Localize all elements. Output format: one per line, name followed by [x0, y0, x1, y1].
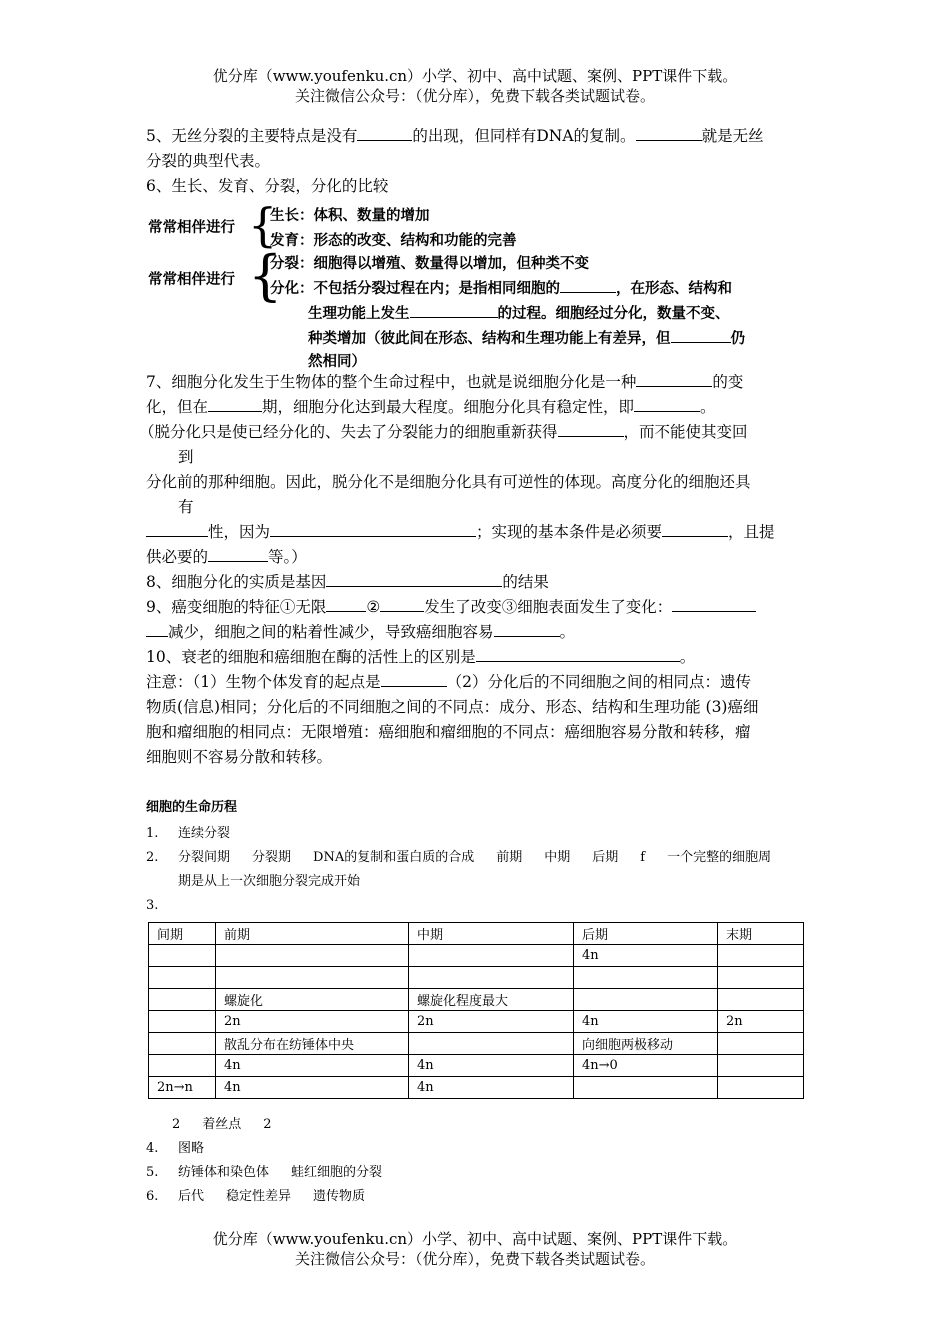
- table-cell: [149, 945, 216, 967]
- footer-line-1: 优分库（www.youfenku.cn）小学、初中、高中试题、案例、PPT课件下载。: [212, 1230, 738, 1248]
- table-cell: 4n: [574, 1011, 718, 1033]
- q7-line-3: （脱分化只是使已经分化的、失去了分裂能力的细胞重新获得 ，而不能使其变回: [139, 423, 748, 441]
- table-row: [149, 945, 804, 967]
- table-row: [149, 1055, 804, 1077]
- after-table-line: 2 着丝点 2: [172, 1117, 272, 1132]
- table-header: 后期: [574, 923, 718, 945]
- blank[interactable]: [662, 521, 728, 537]
- table-cell: 4n: [216, 1077, 409, 1099]
- blank[interactable]: [357, 125, 412, 141]
- blank[interactable]: [476, 646, 680, 662]
- table-cell: 向细胞两极移动: [574, 1033, 718, 1055]
- answer-1: 1. 连续分裂: [146, 826, 231, 841]
- table-cell: [718, 1077, 804, 1099]
- blank[interactable]: [208, 546, 268, 562]
- blank[interactable]: [146, 621, 168, 637]
- differentiation-line-2: 生理功能上发生 的过程。细胞经过分化，数量不变、: [308, 302, 730, 323]
- q5-line-1: 5、无丝分裂的主要特点是没有 的出现，但同样有DNA的复制。 就是无丝: [146, 127, 764, 145]
- q6-title: 6、生长、发育、分裂，分化的比较: [146, 177, 389, 195]
- table-cell: [574, 989, 718, 1011]
- answer-section: [146, 796, 806, 1209]
- table-cell: [149, 1011, 216, 1033]
- note-line-3: 胞和瘤细胞的相同点：无限增殖：癌细胞和瘤细胞的不同点：癌细胞容易分散和转移，瘤: [146, 723, 751, 741]
- table-cell: 散乱分布在纺锤体中央: [216, 1033, 409, 1055]
- blank[interactable]: [380, 596, 424, 612]
- differentiation-line-1: 分化：不包括分裂过程在内；是指相同细胞的 ，在形态、结构和: [270, 277, 732, 298]
- group2-label: 常常相伴进行: [148, 272, 235, 288]
- table-cell: [409, 1033, 574, 1055]
- table-cell: 4n: [574, 945, 718, 967]
- header-line-2: 关注微信公众号：（优分库），免费下载各类试题试卷。: [294, 87, 655, 105]
- q10-line: 10、衰老的细胞和癌细胞在酶的活性上的区别是 。: [146, 648, 696, 666]
- table-row: [149, 967, 804, 989]
- table-cell: 2n: [409, 1011, 574, 1033]
- table-cell: [718, 967, 804, 989]
- q7-line-4: 到: [178, 448, 194, 466]
- blank[interactable]: [672, 596, 756, 612]
- table-row: [149, 989, 804, 1011]
- footer-line-2: 关注微信公众号：（优分库），免费下载各类试题试卷。: [294, 1250, 655, 1268]
- answer-title: 细胞的生命历程: [146, 800, 238, 815]
- table-cell: [574, 1077, 718, 1099]
- differentiation-line-4: 然相同）: [308, 354, 366, 370]
- note-line-1: 注意：（1）生物个体发育的起点是 （2）分化后的不同细胞之间的相同点：遗传: [146, 673, 751, 691]
- q8-line: 8、细胞分化的实质是基因 的结果: [146, 573, 549, 591]
- answer-4: 4. 图略: [146, 1141, 205, 1156]
- table-cell: [149, 967, 216, 989]
- answer-2: 2. 分裂间期 分裂期 DNA的复制和蛋白质的合成 前期 中期 后期 f 一个完整的细胞周: [146, 850, 772, 865]
- table-cell: [216, 945, 409, 967]
- table-cell: 2n: [216, 1011, 409, 1033]
- table-cell: 2n: [718, 1011, 804, 1033]
- differentiation-line-3: 种类增加（彼此间在形态、结构和生理功能上有差异，但 仍: [308, 327, 745, 348]
- table-cell: [149, 1033, 216, 1055]
- blank[interactable]: [636, 371, 712, 387]
- q7-line-5: 分化前的那种细胞。因此，脱分化不是细胞分化具有可逆性的体现。高度分化的细胞还具: [146, 473, 751, 491]
- blank[interactable]: [146, 521, 208, 537]
- table-cell: [718, 989, 804, 1011]
- table-cell: [216, 967, 409, 989]
- answer-5: 5. 纺锤体和染色体 蛙红细胞的分裂: [146, 1165, 383, 1180]
- development-text: 发育：形态的改变、结构和功能的完善: [270, 233, 517, 249]
- table-cell: [149, 989, 216, 1011]
- blank[interactable]: [326, 596, 366, 612]
- header-line-1: 优分库（www.youfenku.cn）小学、初中、高中试题、案例、PPT课件下载。: [212, 67, 738, 85]
- q5-line-2: 分裂的典型代表。: [146, 152, 271, 170]
- table-header: 末期: [718, 923, 804, 945]
- group1-label: 常常相伴进行: [148, 220, 235, 236]
- table-header: 前期: [216, 923, 409, 945]
- blank[interactable]: [270, 521, 476, 537]
- brace-1: {: [248, 198, 278, 252]
- note-line-2: 物质(信息)相同；分化后的不同细胞之间的不同点：成分、形态、结构和生理功能 (3)癌细: [146, 698, 759, 716]
- table-cell: [718, 1055, 804, 1077]
- brace-2: {: [248, 244, 283, 307]
- table-cell: [409, 945, 574, 967]
- table-cell: 4n: [216, 1055, 409, 1077]
- blank[interactable]: [671, 327, 731, 343]
- table-cell: 4n: [409, 1055, 574, 1077]
- comparison-diagram: [146, 198, 806, 370]
- note-line-4: 细胞则不容易分散和转移。: [146, 748, 333, 766]
- table-row: [149, 1033, 804, 1055]
- q7-line-1: 7、细胞分化发生于生物体的整个生命过程中，也就是说细胞分化是一种 的变: [146, 373, 744, 391]
- q7-line-8: 供必要的 等。）: [146, 548, 307, 566]
- table-cell: [718, 945, 804, 967]
- q7-line-2: 化，但在 期，细胞分化达到最大程度。细胞分化具有稳定性，即 。: [146, 398, 716, 416]
- blank[interactable]: [634, 396, 700, 412]
- table-row: [149, 1077, 804, 1099]
- table-header: 间期: [149, 923, 216, 945]
- blank[interactable]: [326, 571, 502, 587]
- blank[interactable]: [208, 396, 262, 412]
- table-cell: 螺旋化程度最大: [409, 989, 574, 1011]
- division-text: 分裂：细胞得以增殖、数量得以增加，但种类不变: [270, 256, 589, 272]
- table-cell: 螺旋化: [216, 989, 409, 1011]
- q7-line-6: 有: [178, 498, 194, 516]
- blank[interactable]: [636, 125, 702, 141]
- table-cell: 4n: [409, 1077, 574, 1099]
- blank[interactable]: [560, 277, 616, 293]
- table-cell: [718, 1033, 804, 1055]
- q9-line-1: 9、癌变细胞的特征①无限 ② 发生了改变③细胞表面发生了变化：: [146, 595, 806, 620]
- table-row: [149, 1011, 804, 1033]
- cell-cycle-table: [148, 922, 804, 1099]
- table-cell: [574, 967, 718, 989]
- table-cell: 2n→n: [149, 1077, 216, 1099]
- answer-2-cont: 期是从上一次细胞分裂完成开始: [178, 874, 361, 889]
- question-section: [139, 124, 806, 770]
- growth-text: 生长：体积、数量的增加: [270, 208, 430, 224]
- answer-3: 3.: [146, 898, 159, 913]
- blank[interactable]: [410, 302, 498, 318]
- table-header: 中期: [409, 923, 574, 945]
- q9-line-2: 减少，细胞之间的粘着性减少，导致癌细胞容易 。: [146, 620, 806, 645]
- table-cell: [149, 1055, 216, 1077]
- answer-6: 6. 后代 稳定性差异 遗传物质: [146, 1189, 366, 1204]
- blank[interactable]: [494, 621, 560, 637]
- table-cell: [409, 967, 574, 989]
- page-footer: [0, 1229, 950, 1269]
- page-header: [0, 66, 950, 106]
- blank[interactable]: [558, 421, 624, 437]
- table-cell: 4n→0: [574, 1055, 718, 1077]
- table-header-row: [149, 923, 804, 945]
- blank[interactable]: [381, 671, 447, 687]
- q7-line-7: 性，因为 ；实现的基本条件是必须要 ，且提: [146, 520, 806, 545]
